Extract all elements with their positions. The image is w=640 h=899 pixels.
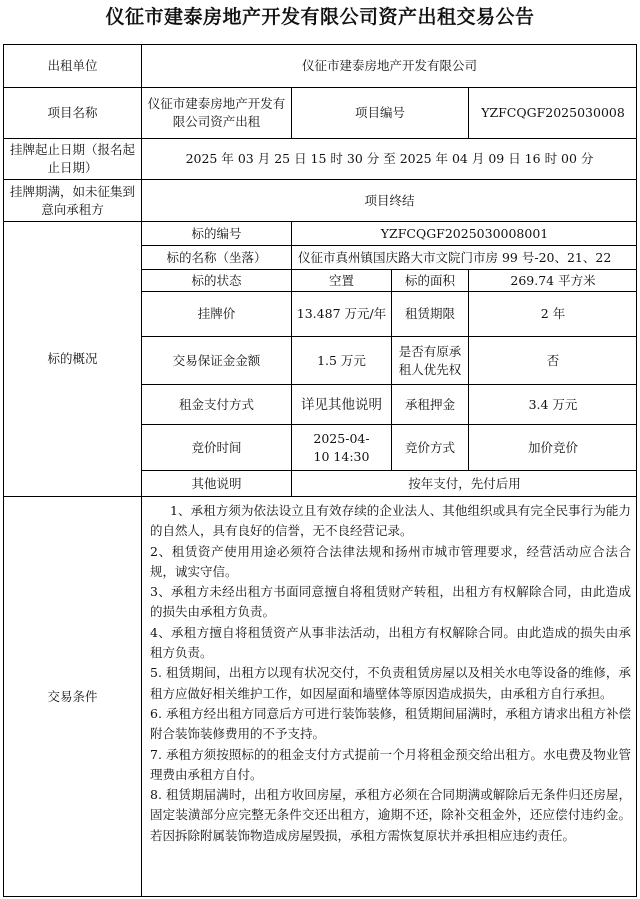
lessor-value: 仪征市建泰房地产开发有限公司 [142, 45, 637, 88]
listing-date-label: 挂牌起止日期（报名起止日期） [4, 139, 142, 180]
project-name-value: 仪征市建泰房地产开发有限公司资产出租 [142, 88, 292, 139]
project-no-value: YZFCQGF2025030008 [469, 88, 637, 139]
bid-method-value: 加价竞价 [469, 425, 637, 471]
project-name-label: 项目名称 [4, 88, 142, 139]
condition-item: 4、承租方擅自将租赁资产从事非法活动，出租方有权解除合同。由此造成的损失由承租方负责。 [150, 624, 631, 661]
payment-value: 详见其他说明 [292, 385, 392, 425]
priority-value: 否 [469, 337, 637, 385]
expiry-label: 挂牌期满，如未征集到意向承租方 [4, 180, 142, 222]
status-value: 空置 [292, 270, 392, 292]
condition-item: 1、承租方须为依法设立且有效存续的企业法人、其他组织或具有完全民事行为能力的自然人，具有良好的信誉，无不良经营记录。 [150, 503, 631, 539]
term-value: 2 年 [469, 292, 637, 337]
bid-time-value: 2025-04-10 14:30 [292, 425, 392, 471]
lease-deposit-label: 承租押金 [392, 385, 469, 425]
condition-item: 3、承租方未经出租方书面同意擅自将租赁财产转租，出租方有权解除合同，由此造成的损失由承租方负责。 [150, 584, 631, 620]
lot-no-label: 标的编号 [142, 222, 292, 246]
bid-time-label: 竞价时间 [142, 425, 292, 471]
lot-no-value: YZFCQGF2025030008001 [292, 222, 637, 246]
condition-item: 8. 租赁期届满时，出租方收回房屋，承租方必须在合同期满或解除后无条件归还房屋，固定装潢部分应完整无条件交还出租方，逾期不还，除补交租金外，还应偿付违约金。若因拆除附属装饰物造成房屋毁损，承租方需恢复原状并承担相应违约责任。 [150, 787, 631, 843]
condition-item: 5. 租赁期间，出租方以现有状况交付，不负责租赁房屋以及相关水电等设备的维修，承租方应做好相关维护工作，如因屋面和墙壁体等原因造成损失，由承租方自行承担。 [150, 665, 631, 701]
other-label: 其他说明 [142, 471, 292, 497]
other-value: 按年支付，先付后用 [292, 471, 637, 497]
lease-deposit-value: 3.4 万元 [469, 385, 637, 425]
conditions-list [142, 497, 637, 897]
listing-date-value: 2025 年 03 月 25 日 15 时 30 分 至 2025 年 04 月 09 日 16 时 00 分 [142, 139, 637, 180]
expiry-value: 项目终结 [142, 180, 637, 222]
lot-name-value: 仪征市真州镇国庆路大市文院门市房 99 号-20、21、22 [292, 246, 637, 270]
price-value: 13.487 万元/年 [292, 292, 392, 337]
deposit-value: 1.5 万元 [292, 337, 392, 385]
condition-item: 2、租赁资产使用用途必须符合法律法规和扬州市城市管理要求，经营活动应合法合规，诚实守信。 [150, 543, 631, 579]
priority-label: 是否有原承租人优先权 [392, 337, 469, 385]
condition-item: 6. 承租方经出租方同意后方可进行装饰装修，租赁期间届满时，承租方请求出租方补偿附合装饰装修费用的不予支持。 [150, 705, 631, 742]
status-label: 标的状态 [142, 270, 292, 292]
project-no-label: 项目编号 [292, 88, 469, 139]
deposit-label: 交易保证金金额 [142, 337, 292, 385]
payment-label: 租金支付方式 [142, 385, 292, 425]
overview-section-label: 标的概况 [4, 222, 142, 497]
lot-name-label: 标的名称（坐落） [142, 246, 292, 270]
conditions-section-label: 交易条件 [4, 497, 142, 897]
price-label: 挂牌价 [142, 292, 292, 337]
announcement-table [3, 44, 637, 897]
area-label: 标的面积 [392, 270, 469, 292]
bid-method-label: 竞价方式 [392, 425, 469, 471]
term-label: 租赁期限 [392, 292, 469, 337]
lessor-label: 出租单位 [4, 45, 142, 88]
condition-item: 7. 承租方须按照标的的租金支付方式提前一个月将租金预交给出租方。水电费及物业管理费由承租方自付。 [150, 746, 631, 782]
area-value: 269.74 平方米 [469, 270, 637, 292]
page-title: 仪征市建泰房地产开发有限公司资产出租交易公告 [105, 6, 535, 28]
